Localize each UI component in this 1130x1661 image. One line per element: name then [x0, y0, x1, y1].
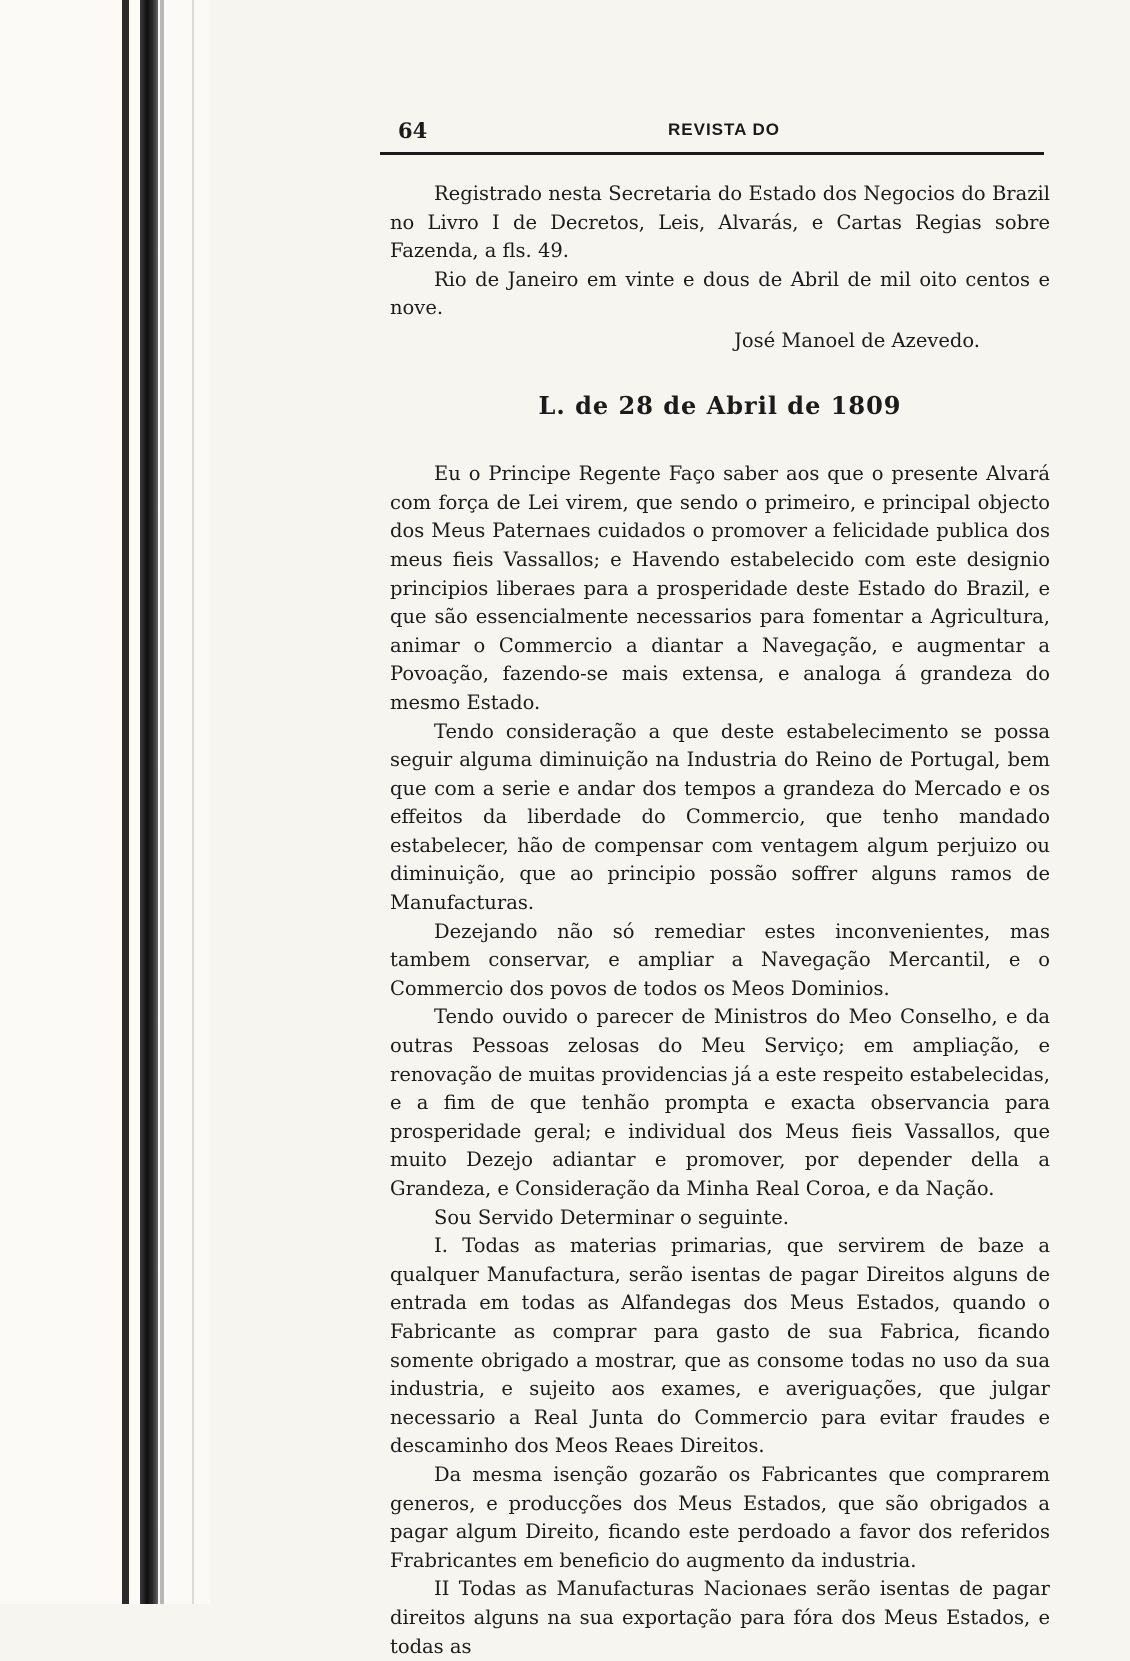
paragraph: Tendo ouvido o parecer de Ministros do Meo Conselho, e da outras Pessoas zelosas do Meu Serviço; em ampliação, e renovação de muitas providencias já a este respeito estabelecidas, e a fim de que tenhão prompta e exacta observancia para prosperidade geral; e individual dos Meus fieis Vassallos, que muito Dezejo adiantar e promover, por depender della a Grandeza, e Consideração da Minha Real Coroa, e da Nação.: [390, 1005, 1050, 1200]
registro-signature: José Manoel de Azevedo.: [734, 328, 980, 352]
book-spine: [140, 0, 158, 1604]
binding-edge: [122, 0, 129, 1604]
paragraph: Eu o Principe Regente Faço saber aos que o presente Alvará com força de Lei virem, que sendo o primeiro, e principal objecto dos Meus Paternaes cuidados o promover a felicidade publica dos meus fieis Vassallos; e Havendo estabelecido com este designio principios liberaes para a prosperidade deste Estado do Brazil, e que são essencialmente necessarios para fomentar a Agricultura, animar o Commercio a diantar a Navegação, e augmentar a Povoação, fazendo-se mais extensa, e analoga á grandeza do mesmo Estado.: [390, 462, 1050, 714]
section-title: L. de 28 de Abril de 1809: [538, 390, 902, 420]
page-number: 64: [398, 118, 428, 143]
paragraph: Sou Servido Determinar o seguinte.: [434, 1205, 789, 1229]
spine-shadow: [160, 0, 164, 1604]
paragraph: I. Todas as materias primarias, que servirem de baze a qualquer Manufactura, serão isentas de pagar Direitos alguns de entrada em todas as Alfandegas dos Meus Estados, quando o Fabricante as comprar para gasto de sua Fabrica, ficando somente obrigado a mostrar, que as consome todas no uso da sua industria, e sujeito aos exames, e averiguações, que julgar necessario a Real Junta do Commercio para evitar fraudes e descaminho dos Meos Reaes Direitos.: [390, 1234, 1050, 1458]
left-gutter: [0, 0, 210, 1604]
page-header: [380, 110, 1060, 144]
running-head: REVISTA DO: [668, 120, 781, 139]
spine-line: [192, 0, 194, 1604]
page: [380, 110, 1060, 1658]
registro-paragraph: Registrado nesta Secretaria do Estado dos Negocios do Brazil no Livro I de Decretos, Leis, Alvarás, e Cartas Regias sobre Fazenda, a fls. 49.: [390, 182, 1050, 263]
registro-date: Rio de Janeiro em vinte e dous de Abril de mil oito centos e nove.: [390, 267, 1050, 320]
body-text: [390, 180, 1050, 1661]
paragraph: Da mesma isenção gozarão os Fabricantes que comprarem generos, e producções dos Meus Estados, que são obrigados a pagar algum Direito, ficando este perdoado a favor dos referidos Frabricantes em beneficio do augmento da industria.: [390, 1462, 1050, 1572]
paragraph: Tendo consideração a que deste estabelecimento se possa seguir alguma diminuição na Industria do Reino de Portugal, bem que com a serie e andar dos tempos a grandeza do Mercado e os effeitos da liberdade do Commercio, que tenho mandado estabelecer, hão de compensar com ventagem algum perjuizo ou diminuição, que ao principio possão soffrer alguns ramos de Manufacturas.: [390, 719, 1050, 915]
paragraph: II Todas as Manufacturas Nacionaes serão isentas de pagar direitos alguns na sua exportação para fóra dos Meus Estados, e todas as: [390, 1577, 1050, 1658]
header-rule: [380, 152, 1044, 155]
paragraph: Dezejando não só remediar estes inconvenientes, mas tambem conservar, e ampliar a Navegação Mercantil, e o Commercio dos povos de todos os Meos Dominios.: [390, 919, 1050, 1000]
